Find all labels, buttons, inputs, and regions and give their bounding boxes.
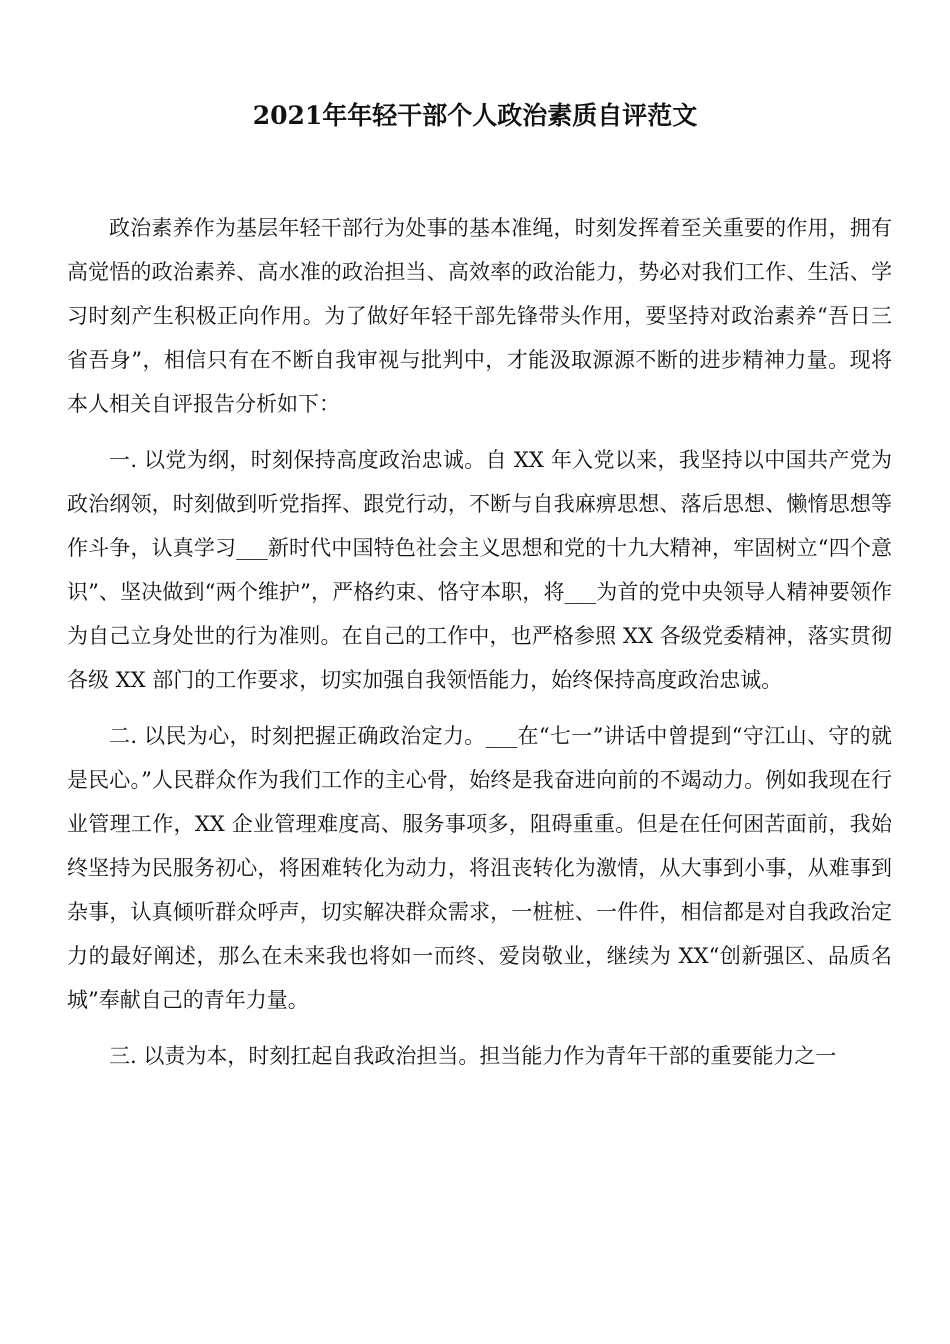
paragraph-section-three: 三. 以责为本，时刻扛起自我政治担当。担当能力作为青年干部的重要能力之一: [109, 1044, 837, 1068]
paragraph-section-two: 二. 以民为心，时刻把握正确政治定力。___在“七一”讲话中曾提到“守江山、守的就是民心。”人民群众作为我们工作的主心骨，始终是我奋进向前的不竭动力。例如我现在行业管理工作，XX 企业管理难度高、服务事项多，阻碍重重。但是在任何困苦面前，我始终坚持为民服务初心，将困难转化为动力，将沮丧转化为激情，从大事到小事，从难事到杂事，认真倾听群众呼声，切实解决群众需求，一桩桩、一件件，相信都是对自我政治定力的最好阐述，那么在未来我也将如一而终、爱岗敬业，继续为 XX“创新强区、品质名城”奉献自己的青年力量。: [67, 724, 892, 1012]
paragraph-section-one: 一. 以党为纲，时刻保持高度政治忠诚。自 XX 年入党以来，我坚持以中国共产党为政治纲领，时刻做到听党指挥、跟党行动，不断与自我麻痹思想、落后思想、懒惰思想等作斗争，认真学习___新时代中国特色社会主义思想和党的十九大精神，牢固树立“四个意识”、坚决做到“两个维护”，严格约束、恪守本职，将___为首的党中央领导人精神要领作为自己立身处世的行为准则。在自己的工作中，也严格参照 XX 各级党委精神，落实贯彻各级 XX 部门的工作要求，切实加强自我领悟能力，始终保持高度政治忠诚。: [67, 448, 892, 692]
document-title: 2021年年轻干部个人政治素质自评范文: [252, 101, 698, 130]
document-body: [67, 206, 892, 1090]
paragraph-intro: 政治素养作为基层年轻干部行为处事的基本准绳，时刻发挥着至关重要的作用，拥有高觉悟的政治素养、高水准的政治担当、高效率的政治能力，势必对我们工作、生活、学习时刻产生积极正向作用。为了做好年轻干部先锋带头作用，要坚持对政治素养“吾日三省吾身”，相信只有在不断自我审视与批判中，才能汲取源源不断的进步精神力量。现将本人相关自评报告分析如下：: [67, 216, 892, 416]
